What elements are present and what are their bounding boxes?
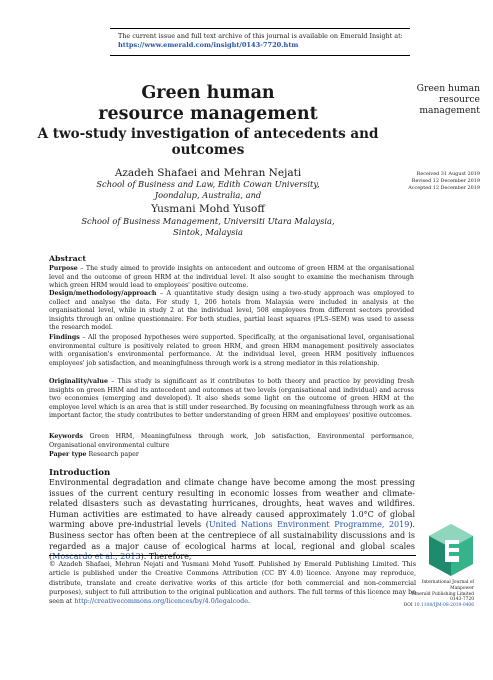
running-title-line: management — [419, 105, 480, 116]
title-line: resource management — [98, 104, 318, 124]
intro-text: Environmental degradation and climate change have become among the most pressing issues of the current century resulting in economic losses from weather and climate-related disasters such as devastating hurricanes, droughts, heat waves and wildfires. Human activities are estimated to have already caused approximately 1.0°C of global warming above pre-industrial levels ( — [49, 478, 415, 530]
paper-type-text: Research paper — [86, 451, 139, 458]
citation-link[interactable]: Moscardo et al., 2013 — [52, 552, 141, 562]
doi-label: DOI — [403, 603, 414, 609]
footer-divider — [49, 555, 416, 556]
intro-text: ). Therefore, — [140, 552, 192, 562]
doi-link[interactable]: 10.1108/IJM-08-2019-0406 — [413, 603, 474, 609]
journal-info — [400, 580, 474, 609]
header-journal-link[interactable]: https://www.emerald.com/insight/0143-7720.htm — [118, 41, 299, 49]
originality-label: Originality/value — [49, 378, 109, 385]
citation-link[interactable]: United Nations Environment Programme, 2019 — [208, 520, 410, 530]
abstract-originality — [49, 378, 414, 421]
header-availability-text: The current issue and full text archive of this journal is available on Emerald Insight at: — [118, 32, 403, 40]
article-subtitle — [30, 126, 386, 158]
article-title — [30, 83, 386, 125]
paper-type-label: Paper type — [49, 451, 87, 458]
subtitle-line: A two-study investigation of antecedents and — [37, 126, 379, 142]
affiliation-line: School of Business Management, Universiti Utara Malaysia, — [81, 216, 335, 226]
subtitle-line: outcomes — [171, 142, 245, 158]
findings-label: Findings — [49, 334, 80, 341]
introduction-paragraph — [49, 478, 415, 563]
purpose-label: Purpose — [49, 265, 78, 272]
license-note — [49, 560, 416, 609]
author-names: Azadeh Shafaei and Mehran Nejati — [114, 167, 302, 179]
affiliation-line: Sintok, Malaysia — [173, 226, 243, 237]
running-title-line: resource — [439, 94, 480, 105]
received-date: Received 31 August 2019 — [416, 171, 480, 177]
abstract-heading: Abstract — [49, 254, 87, 263]
title-line: Green human — [141, 83, 275, 103]
abstract-design — [49, 290, 414, 333]
keywords-text: Green HRM, Meaningfulness through work, Job satisfaction, Environmental performance, Organisational environmental culture — [49, 433, 414, 449]
originality-text: – This study is significant as it contributes to both theory and practice by providing fresh insights on green HRM and its antecedent and outcomes at two levels (organisational and individual) and across two economies (emerging and developed). It also sheds some light on the outcome of green HRM at the employee level which is an area that is still under researched. By focusing on meaningfulness through work as an important factor, the study contributes to better understanding of green HRM and employees' positive outcomes. — [49, 378, 414, 419]
issn: 0143-7720 — [450, 597, 474, 603]
license-text: © Azadeh Shafaei, Mehran Nejati and Yusmani Mohd Yusoff. Published by Emerald Publishing Limited. This article is published under the Creative Commons Attribution (CC BY 4.0) licence. Anyone may reproduce, distribute, translate and create derivative works of this article (for both commercial and non-commercial purposes), subject to full attribution to the original publication and authors. The full terms of this licence may be seen at — [49, 560, 416, 606]
findings-text: – All the proposed hypotheses were supported. Specifically, at the organisational level, organisational environmental culture is positively related to green HRM, and green HRM management positively associates with organisation's environmental performance. At the individual level, green HRM positively influences employees' job satisfaction, and meaningfulness through work is a strong mediator in this relationship. — [49, 334, 414, 367]
running-title — [396, 83, 480, 116]
journal-name: International Journal of — [421, 580, 474, 585]
journal-name: Manpower — [450, 585, 474, 591]
author-names: Yusmani Mohd Yusoff — [151, 203, 265, 215]
abstract-keywords — [49, 433, 414, 450]
author-affiliation — [30, 179, 386, 200]
abstract-purpose — [49, 265, 414, 291]
abstract-findings — [49, 334, 414, 368]
keywords-label: Keywords — [49, 433, 83, 440]
intro-text: ). Business sector has often been at the centrepiece of all sustainability discussions and is regarded as a major cause of ecological harms at local, regional and global scales ( — [49, 520, 415, 562]
publisher-name: Emerald Publishing Limited — [411, 591, 474, 597]
accepted-date: Accepted 12 December 2019 — [408, 185, 480, 191]
emerald-logo-icon — [427, 522, 475, 578]
revised-date: Revised 12 December 2019 — [411, 178, 480, 184]
affiliation-line: Joondalup, Australia, and — [154, 189, 262, 200]
running-title-line: Green human — [416, 83, 480, 94]
affiliation-line: School of Business and Law, Edith Cowan University, — [96, 179, 320, 189]
purpose-text: – The study aimed to provide insights on antecedent and outcome of green HRM at the organisational level and the outcome of green HRM at the individual level. It also sought to examine the mechanism through which green HRM would lead to employees' positive outcome. — [49, 265, 414, 289]
license-text: . — [248, 597, 251, 606]
author-affiliation — [30, 216, 386, 237]
license-link[interactable]: http://creativecommons.org/licences/by/4.0/legalcode — [74, 597, 249, 606]
introduction-heading: Introduction — [49, 468, 111, 478]
article-history — [396, 171, 480, 192]
design-label: Design/methodology/approach — [49, 290, 157, 297]
design-text: – A quantitative study design using a two-study approach was employed to collect and analyse the data. For study 1, 206 hotels from Malaysia were included in analysis at the organisational level, while in study 2 at the individual level, 508 employees from different sectors provided insights through an online questionnaire. For both studies, partial least squares (PLS–SEM) was used to assess the research model. — [49, 290, 414, 331]
doi-line — [400, 603, 474, 609]
abstract-paper-type — [49, 451, 414, 460]
